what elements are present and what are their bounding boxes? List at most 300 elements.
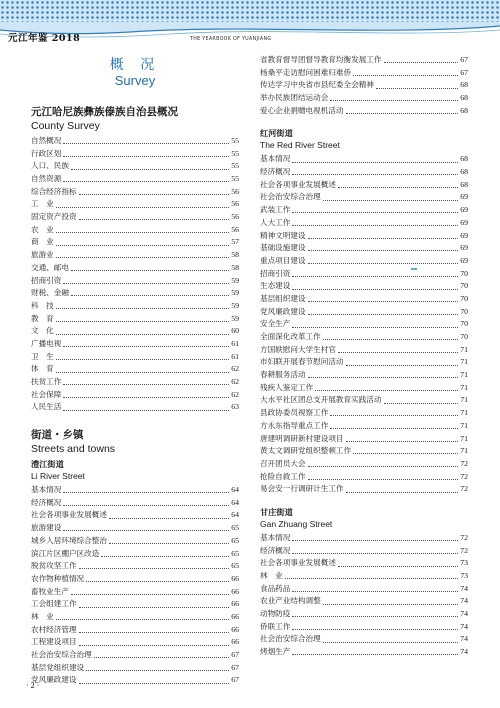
toc-entry-title: 唐建明调研新村建设项目: [260, 433, 344, 443]
toc-entry-page: 68: [460, 167, 468, 177]
dot-leader: [94, 657, 229, 658]
toc-entry-title: 交通、邮电: [31, 262, 69, 272]
toc-entry[interactable]: [31, 649, 239, 662]
toc-entry-title: 社会各项事业发展概述: [260, 558, 336, 568]
dot-leader: [71, 169, 229, 170]
toc-entry-title: 社会保障: [31, 389, 62, 399]
toc-entry-title: 林 业: [31, 611, 54, 621]
toc-entry-page: 56: [231, 224, 239, 234]
toc-entry[interactable]: [260, 318, 468, 331]
toc-entry-page: 69: [460, 230, 468, 240]
toc-entry-title: 自然概况: [31, 135, 62, 145]
toc-entry-page: 55: [231, 148, 239, 158]
dot-leader: [323, 642, 458, 643]
toc-entry[interactable]: [260, 433, 468, 446]
toc-entry[interactable]: [31, 548, 239, 561]
toc-entry[interactable]: [260, 280, 468, 293]
dot-leader: [79, 607, 230, 608]
toc-entry-title: 传达学习中央省市县纪委全会精神: [260, 80, 374, 90]
dot-leader: [308, 301, 459, 302]
streets-section-title-cn: 街道・乡镇: [31, 429, 84, 442]
toc-entry[interactable]: [31, 148, 239, 161]
toc-entry-page: 65: [231, 561, 239, 571]
dot-leader: [63, 530, 229, 531]
toc-entry[interactable]: [260, 344, 468, 357]
toc-entry-title: 烤烟生产: [260, 647, 291, 657]
toc-entry-title: 方国轶慰问大学生村官: [260, 344, 336, 354]
toc-entry-title: 农业产业结构调整: [260, 596, 321, 606]
dot-leader: [56, 359, 229, 360]
toc-entry[interactable]: [31, 313, 239, 326]
toc-entry-page: 66: [231, 624, 239, 634]
toc-entry-page: 66: [231, 573, 239, 583]
toc-entry-page: 74: [460, 609, 468, 619]
toc-entry-page: 67: [460, 67, 468, 77]
small-print-mark: [411, 268, 417, 270]
continued-entries: [260, 54, 468, 117]
toc-entry[interactable]: [260, 471, 468, 484]
toc-entry[interactable]: [31, 497, 239, 510]
dot-leader: [292, 591, 458, 592]
toc-entry[interactable]: [260, 153, 468, 166]
toc-entry-page: 67: [460, 54, 468, 64]
dot-leader: [346, 365, 459, 366]
toc-entry[interactable]: [260, 105, 468, 118]
toc-entry-title: 行政区划: [31, 148, 62, 158]
dot-leader: [63, 492, 229, 493]
toc-entry-title: 方永东指导重点工作: [260, 420, 329, 430]
toc-entry[interactable]: [31, 249, 239, 262]
county-section-title-en: County Survey: [31, 120, 100, 132]
toc-entry-page: 63: [231, 402, 239, 412]
toc-entry[interactable]: [260, 92, 468, 105]
toc-entry-page: 67: [231, 650, 239, 660]
toc-entry[interactable]: [31, 211, 239, 224]
dot-leader: [63, 181, 229, 182]
toc-entry-title: 旅游建设: [31, 523, 62, 533]
toc-entry-page: 59: [231, 275, 239, 285]
toc-entry-page: 70: [460, 281, 468, 291]
toc-entry[interactable]: [31, 325, 239, 338]
toc-entry[interactable]: [260, 583, 468, 596]
toc-entry-title: 武装工作: [260, 205, 291, 215]
toc-entry[interactable]: [31, 376, 239, 389]
toc-entry-title: 大水平社区团总支开展教育实践活动: [260, 395, 382, 405]
toc-entry-page: 72: [460, 471, 468, 481]
toc-entry[interactable]: [31, 237, 239, 250]
toc-entry[interactable]: [31, 363, 239, 376]
dot-leader: [308, 263, 459, 264]
toc-entry-page: 56: [231, 199, 239, 209]
dot-leader: [71, 270, 229, 271]
dot-leader: [338, 566, 458, 567]
toc-entry-page: 64: [231, 497, 239, 507]
toc-entry[interactable]: [31, 160, 239, 173]
toc-entry-title: 侨联工作: [260, 621, 291, 631]
toc-entry-page: 66: [231, 599, 239, 609]
toc-entry[interactable]: [260, 646, 468, 659]
gan-zhuang-title-cn: 甘庄街道: [260, 507, 293, 517]
toc-entry-title: 教 育: [31, 313, 54, 323]
county-section-title-cn: 元江哈尼族彝族傣族自治县概况: [31, 106, 178, 118]
dot-leader: [292, 553, 458, 554]
toc-entry[interactable]: [260, 54, 468, 67]
dot-leader: [323, 200, 458, 201]
dot-leader: [79, 632, 230, 633]
toc-entry-page: 69: [460, 255, 468, 265]
toc-entry-page: 69: [460, 217, 468, 227]
toc-entry-title: 全面深化改革工作: [260, 332, 321, 342]
toc-entry[interactable]: [260, 532, 468, 545]
dot-leader: [56, 245, 229, 246]
toc-entry[interactable]: [260, 483, 468, 496]
toc-entry-title: 工会组建工作: [31, 599, 77, 609]
toc-entry[interactable]: [31, 624, 239, 637]
toc-entry[interactable]: [31, 198, 239, 211]
toc-entry-page: 71: [460, 395, 468, 405]
dot-leader: [338, 187, 458, 188]
toc-entry[interactable]: [31, 510, 239, 523]
dot-leader: [63, 410, 229, 411]
toc-entry[interactable]: [260, 217, 468, 230]
dot-leader: [56, 308, 229, 309]
toc-entry-title: 爱心企业捐赠电视机活动: [260, 105, 344, 115]
toc-entry-title: 社会各项事业发展概述: [31, 510, 107, 520]
toc-entry-page: 74: [460, 621, 468, 631]
toc-entry-page: 74: [460, 634, 468, 644]
dot-leader: [292, 616, 458, 617]
toc-entry[interactable]: [260, 204, 468, 217]
toc-entry-title: 文 化: [31, 326, 54, 336]
toc-entry[interactable]: [31, 674, 239, 687]
right-column: [260, 54, 468, 659]
toc-entry-page: 60: [231, 326, 239, 336]
li-river-title-en: Li River Street: [31, 471, 85, 482]
toc-entry-title: 广播电视: [31, 338, 62, 348]
dot-leader: [292, 212, 458, 213]
gan-zhuang-entries: [260, 532, 468, 659]
dot-leader: [56, 619, 229, 620]
toc-entry[interactable]: [260, 242, 468, 255]
toc-entry-page: 70: [460, 268, 468, 278]
dot-leader: [308, 377, 459, 378]
toc-entry[interactable]: [31, 535, 239, 548]
toc-entry-title: 经济概况: [31, 497, 62, 507]
dot-leader: [79, 194, 230, 195]
toc-entry[interactable]: [260, 420, 468, 433]
toc-entry-title: 卫 生: [31, 351, 54, 361]
red-river-entries: [260, 153, 468, 496]
toc-entry-title: 食品药品: [260, 583, 291, 593]
dot-leader: [292, 289, 458, 290]
toc-entry[interactable]: [260, 179, 468, 192]
toc-entry-page: 74: [460, 583, 468, 593]
toc-entry[interactable]: [260, 407, 468, 420]
toc-entry-page: 66: [231, 611, 239, 621]
toc-entry-title: 科 技: [31, 300, 54, 310]
toc-entry-page: 58: [231, 262, 239, 272]
toc-entry[interactable]: [31, 573, 239, 586]
toc-entry[interactable]: [31, 262, 239, 275]
toc-entry-title: 固定资产投资: [31, 212, 77, 222]
toc-entry[interactable]: [31, 389, 239, 402]
dot-leader: [63, 397, 229, 398]
toc-entry[interactable]: [260, 356, 468, 369]
toc-entry[interactable]: [260, 608, 468, 621]
dot-leader: [353, 453, 458, 454]
toc-entry[interactable]: [260, 570, 468, 583]
toc-entry-page: 58: [231, 250, 239, 260]
dot-leader: [56, 321, 229, 322]
red-river-title-cn: 红河街道: [260, 128, 293, 139]
toc-entry-title: 基层组织建设: [260, 293, 306, 303]
toc-entry-title: 体 育: [31, 364, 54, 374]
dot-leader: [292, 629, 458, 630]
page-title: [31, 57, 239, 89]
toc-entry-page: 70: [460, 332, 468, 342]
dot-leader: [330, 415, 458, 416]
toc-entry-page: 66: [231, 637, 239, 647]
toc-entry-page: 71: [460, 382, 468, 392]
toc-entry-title: 人民生活: [31, 402, 62, 412]
toc-entry[interactable]: [260, 458, 468, 471]
toc-entry[interactable]: [31, 522, 239, 535]
toc-entry-title: 基本情况: [260, 154, 291, 164]
toc-entry[interactable]: [31, 275, 239, 288]
dot-leader: [71, 295, 229, 296]
dot-leader: [292, 276, 458, 277]
dot-leader: [308, 314, 459, 315]
toc-entry[interactable]: [260, 306, 468, 319]
streets-section-title-en: Streets and towns: [31, 443, 116, 456]
toc-entry-title: 基本情况: [31, 485, 62, 495]
dot-leader: [315, 390, 458, 391]
toc-entry-page: 70: [460, 293, 468, 303]
toc-entry[interactable]: [31, 484, 239, 497]
toc-entry[interactable]: [260, 268, 468, 281]
toc-entry-title: 财税、金融: [31, 288, 69, 298]
toc-entry-page: 65: [231, 548, 239, 558]
toc-entry-title: 精神文明建设: [260, 230, 306, 240]
toc-entry-title: 自然资源: [31, 174, 62, 184]
toc-entry-page: 69: [460, 243, 468, 253]
toc-entry-page: 70: [460, 306, 468, 316]
toc-entry-title: 安全生产: [260, 319, 291, 329]
toc-entry-page: 71: [460, 357, 468, 367]
toc-entry-page: 69: [460, 205, 468, 215]
toc-entry-title: 市妇联开展春节慰问活动: [260, 357, 344, 367]
toc-entry-title: 农村经济管理: [31, 624, 77, 634]
toc-entry-title: 社会治安综合治理: [31, 650, 92, 660]
dot-leader: [79, 683, 230, 684]
toc-entry[interactable]: [260, 445, 468, 458]
toc-entry-title: 党风廉政建设: [31, 675, 77, 685]
toc-entry-title: 经济概况: [260, 167, 291, 177]
toc-entry-title: 重点项目建设: [260, 255, 306, 265]
toc-entry-page: 73: [460, 558, 468, 568]
toc-entry-page: 66: [231, 586, 239, 596]
toc-entry[interactable]: [31, 636, 239, 649]
dot-leader: [353, 75, 458, 76]
dot-leader: [63, 143, 229, 144]
toc-entry[interactable]: [31, 224, 239, 237]
toc-entry-title: 社会各项事业发展概述: [260, 179, 336, 189]
dot-leader: [56, 372, 229, 373]
county-entries: [31, 135, 239, 414]
dot-leader: [323, 604, 458, 605]
toc-entry-page: 71: [460, 433, 468, 443]
toc-entry-title: 黄太文调研党组织整顿工作: [260, 446, 352, 456]
toc-entry-title: 抢险自救工作: [260, 471, 306, 481]
toc-entry-title: 工 业: [31, 199, 54, 209]
dot-leader: [56, 334, 229, 335]
toc-entry-page: 68: [460, 179, 468, 189]
toc-entry-title: 基层党组织建设: [31, 662, 85, 672]
toc-entry[interactable]: [31, 135, 239, 148]
toc-entry-page: 74: [460, 596, 468, 606]
toc-entry[interactable]: [260, 369, 468, 382]
toc-entry-title: 人口、民族: [31, 161, 69, 171]
toc-entry-title: 旅游业: [31, 250, 54, 260]
toc-entry-page: 67: [231, 675, 239, 685]
toc-entry-page: 68: [460, 105, 468, 115]
toc-entry[interactable]: [260, 395, 468, 408]
toc-entry-title: 农 业: [31, 224, 54, 234]
toc-entry[interactable]: [31, 186, 239, 199]
toc-entry[interactable]: [260, 230, 468, 243]
toc-entry-title: 省教育督导团督导教育均衡发展工作: [260, 54, 382, 64]
yearbook-tagline: THE YEARBOOK OF YUANJIANG: [190, 37, 272, 42]
toc-entry[interactable]: [260, 557, 468, 570]
toc-entry-title: 招商引资: [260, 268, 291, 278]
toc-entry-page: 56: [231, 212, 239, 222]
toc-entry[interactable]: [31, 586, 239, 599]
dot-leader: [56, 232, 229, 233]
toc-entry-page: 71: [460, 370, 468, 380]
toc-entry-page: 61: [231, 351, 239, 361]
toc-entry[interactable]: [260, 634, 468, 647]
toc-entry-title: 人大工作: [260, 217, 291, 227]
toc-entry-title: 商 业: [31, 237, 54, 247]
toc-entry-page: 72: [460, 458, 468, 468]
toc-entry[interactable]: [31, 611, 239, 624]
page-title-en: Survey: [114, 73, 156, 88]
toc-entry[interactable]: [260, 331, 468, 344]
left-column: [31, 54, 239, 687]
toc-entry-page: 72: [460, 484, 468, 494]
dot-leader: [384, 62, 459, 63]
toc-entry[interactable]: [260, 166, 468, 179]
dot-leader: [338, 352, 458, 353]
dot-leader: [330, 428, 458, 429]
toc-entry[interactable]: [31, 287, 239, 300]
dot-leader: [109, 518, 229, 519]
page-number: · 2 ·: [26, 681, 40, 690]
toc-entry[interactable]: [31, 560, 239, 573]
toc-entry-page: 62: [231, 389, 239, 399]
toc-entry[interactable]: [260, 293, 468, 306]
toc-entry-page: 68: [460, 80, 468, 90]
toc-entry-title: 社会治安综合治理: [260, 192, 321, 202]
toc-entry-title: 易会安一行调研计生工作: [260, 484, 344, 494]
gan-zhuang-title-en: Gan Zhuang Street: [260, 519, 333, 529]
dot-leader: [308, 238, 459, 239]
toc-entry-page: 71: [460, 446, 468, 456]
toc-entry-page: 68: [460, 93, 468, 103]
dot-leader: [86, 670, 229, 671]
dot-leader: [63, 505, 229, 506]
toc-entry[interactable]: [31, 173, 239, 186]
toc-entry-page: 73: [460, 571, 468, 581]
toc-entry[interactable]: [260, 621, 468, 634]
toc-entry[interactable]: [260, 545, 468, 558]
toc-entry[interactable]: [31, 598, 239, 611]
toc-entry-title: 城乡人居环境综合整治: [31, 535, 107, 545]
toc-entry[interactable]: [260, 595, 468, 608]
dot-leader: [292, 327, 458, 328]
toc-entry-title: 脱贫攻坚工作: [31, 561, 77, 571]
dot-leader: [346, 441, 459, 442]
toc-entry[interactable]: [31, 338, 239, 351]
toc-entry-title: 举办民族团结运动会: [260, 93, 329, 103]
toc-entry[interactable]: [260, 192, 468, 205]
dot-leader: [384, 403, 459, 404]
toc-entry-page: 55: [231, 174, 239, 184]
toc-entry-page: 59: [231, 300, 239, 310]
dot-leader: [308, 466, 459, 467]
toc-entry[interactable]: [31, 351, 239, 364]
dot-leader: [79, 645, 230, 646]
toc-entry-page: 65: [231, 535, 239, 545]
dot-leader: [63, 384, 229, 385]
toc-entry-title: 召开团员大会: [260, 458, 306, 468]
toc-entry[interactable]: [31, 401, 239, 414]
toc-entry[interactable]: [260, 79, 468, 92]
toc-entry-page: 71: [460, 408, 468, 418]
toc-entry-title: 残疾人鉴定工作: [260, 382, 314, 392]
toc-entry-page: 56: [231, 186, 239, 196]
dot-leader: [56, 207, 229, 208]
li-river-title-cn: 澧江街道: [31, 459, 64, 470]
toc-entry-page: 68: [460, 154, 468, 164]
toc-entry[interactable]: [260, 255, 468, 268]
dot-leader: [63, 346, 229, 347]
toc-entry-page: 55: [231, 161, 239, 171]
dot-leader: [308, 479, 459, 480]
toc-entry-title: 综合经济指标: [31, 186, 77, 196]
toc-entry-page: 71: [460, 344, 468, 354]
toc-entry[interactable]: [31, 662, 239, 675]
red-river-title-en: The Red River Street: [260, 140, 340, 151]
toc-entry[interactable]: [260, 382, 468, 395]
toc-entry-title: 招商引资: [31, 275, 62, 285]
toc-entry-page: 55: [231, 135, 239, 145]
dot-leader: [323, 339, 458, 340]
toc-entry-title: 基础设施建设: [260, 243, 306, 253]
dot-leader: [292, 174, 458, 175]
dot-leader: [376, 88, 458, 89]
toc-entry-page: 69: [460, 192, 468, 202]
dot-leader: [292, 162, 458, 163]
toc-entry-page: 65: [231, 523, 239, 533]
dot-leader: [63, 283, 229, 284]
toc-entry-title: 生态建设: [260, 281, 291, 291]
toc-entry-page: 71: [460, 420, 468, 430]
toc-entry-page: 72: [460, 532, 468, 542]
toc-entry[interactable]: [260, 67, 468, 80]
toc-entry[interactable]: [31, 300, 239, 313]
toc-entry-title: 动物防疫: [260, 609, 291, 619]
